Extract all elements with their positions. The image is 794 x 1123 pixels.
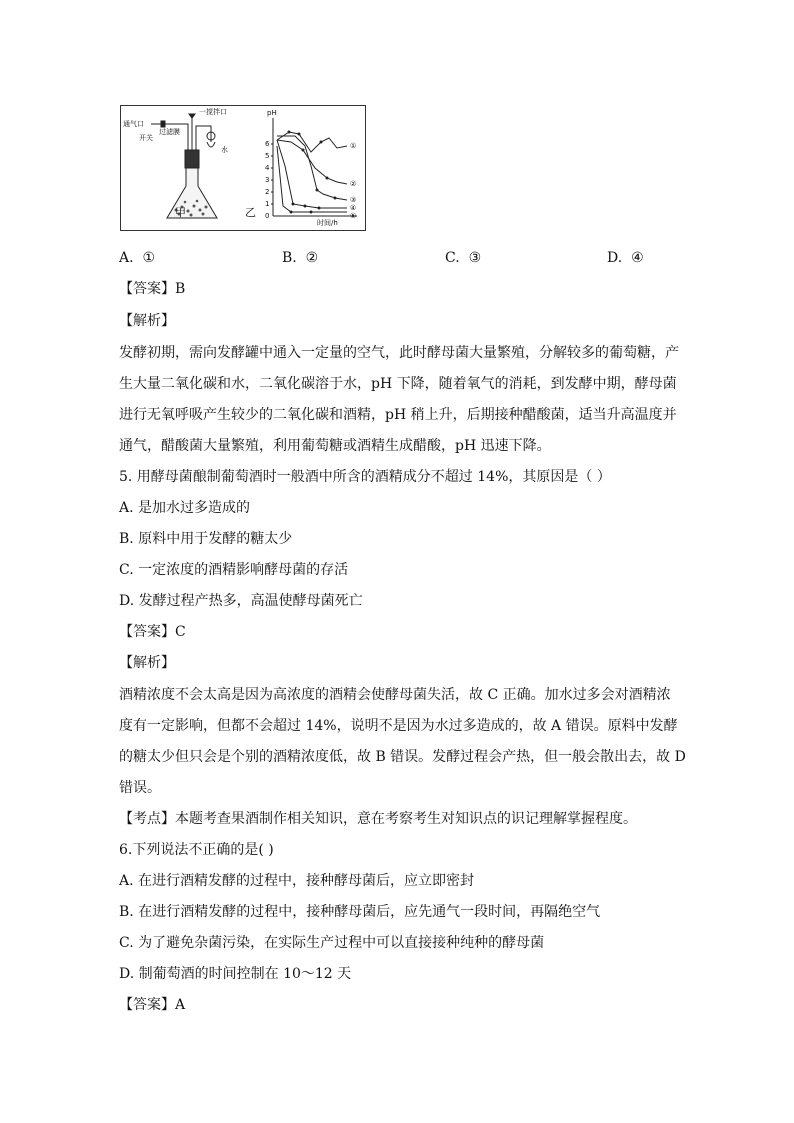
q5-option-c: C. 一定浓度的酒精影响酵母菌的存活 [119, 562, 349, 578]
ph-chart [271, 118, 357, 216]
q5-option-b: B. 原料中用于发酵的糖太少 [119, 531, 293, 547]
curve-label-2: ② [350, 180, 357, 188]
q4-analysis-title: 【解析】 [119, 313, 175, 329]
q5-analysis-line: 错误。 [119, 780, 161, 796]
apparatus-label-filter: 过滤膜 [159, 128, 180, 136]
q5-stem: 5. 用酵母菌酿制葡萄酒时一般酒中所含的酒精成分不超过 14%，其原因是（ ） [119, 469, 611, 485]
q4-analysis-line: 生大量二氧化碳和水，二氧化碳溶于水，pH 下降，随着氧气的消耗，到发酵中期，酵母菌 [119, 376, 677, 392]
q5-option-d: D. 发酵过程产热多，高温使酵母菌死亡 [119, 593, 363, 609]
q5-analysis-line: 度有一定影响，但都不会超过 14%，说明不是因为水过多造成的，故 A 错误。原料中发酵 [119, 718, 678, 734]
q6-option-b: B. 在进行酒精发酵的过程中，接种酵母菌后，应先通气一段时间，再隔绝空气 [119, 904, 601, 920]
y-axis-label: pH [267, 109, 277, 117]
q5-answer: 【答案】C [119, 624, 186, 640]
q5-kaodian: 【考点】本题考查果酒制作相关知识，意在考察考生对知识点的识记理解掌握程度。 [119, 811, 637, 827]
apparatus-label-water: 水 [221, 146, 228, 154]
y-tick: 0 [265, 212, 270, 220]
y-tick: 5 [265, 152, 270, 160]
q4-analysis-line: 通气，醋酸菌大量繁殖，利用葡萄糖或酒精生成醋酸，pH 迅速下降。 [119, 438, 551, 454]
q6-option-a: A. 在进行酒精发酵的过程中，接种酵母菌后，应立即密封 [119, 873, 475, 889]
q4-analysis-line: 发酵初期，需向发酵罐中通入一定量的空气，此时酵母菌大量繁殖，分解较多的葡萄糖，产 [119, 345, 679, 361]
q4-analysis-line: 进行无氧呼吸产生较少的二氧化碳和酒精，pH 稍上升，后期接种醋酸菌，适当升高温度并 [119, 407, 677, 423]
q5-analysis-line: 的糖太少但只会是个别的酒精浓度低，故 B 错误。发酵过程会产热，但一般会散出去，故 D [119, 749, 686, 765]
panel-label-yi: 乙 [245, 206, 256, 219]
curve-label-5: ⑤ [350, 212, 357, 220]
apparatus-label-switch: 开关 [139, 134, 153, 142]
curve-3 [277, 136, 347, 200]
q6-stem: 6.下列说法不正确的是( ) [119, 842, 274, 858]
curve-label-3: ③ [350, 196, 357, 204]
y-tick: 1 [265, 200, 270, 208]
q4-option-c: C. ③ [445, 250, 482, 266]
q4-answer: 【答案】B [119, 281, 186, 297]
curve-label-1: ① [350, 142, 357, 150]
fermentation-figure [120, 105, 366, 231]
y-tick: 2 [265, 188, 270, 196]
apparatus-label-inlet: 通气口 [123, 120, 144, 128]
x-axis-label: 时间/h [317, 219, 338, 227]
q6-option-d: D. 制葡萄酒的时间控制在 10～12 天 [119, 966, 352, 982]
y-tick: 3 [265, 176, 270, 184]
q4-option-d: D. ④ [607, 250, 644, 266]
q4-option-a: A. ① [119, 250, 156, 266]
y-tick: 6 [265, 140, 270, 148]
q6-answer: 【答案】A [119, 997, 186, 1013]
curve-label-4: ④ [350, 204, 357, 212]
panel-label-jia: 甲 [175, 206, 186, 219]
q6-option-c: C. 为了避免杂菌污染，在实际生产过程中可以直接接种纯种的酵母菌 [119, 935, 545, 951]
q5-option-a: A. 是加水过多造成的 [119, 500, 251, 516]
apparatus-label-stir: 一搅拌口 [199, 108, 227, 116]
y-tick: 4 [265, 164, 270, 172]
q4-option-b: B. ② [282, 250, 319, 266]
q5-analysis-line: 酒精浓度不会太高是因为高浓度的酒精会使酵母菌失活，故 C 正确。加水过多会对酒精浓 [119, 687, 671, 703]
q5-analysis-title: 【解析】 [119, 655, 175, 671]
figure-drawing [121, 106, 367, 232]
